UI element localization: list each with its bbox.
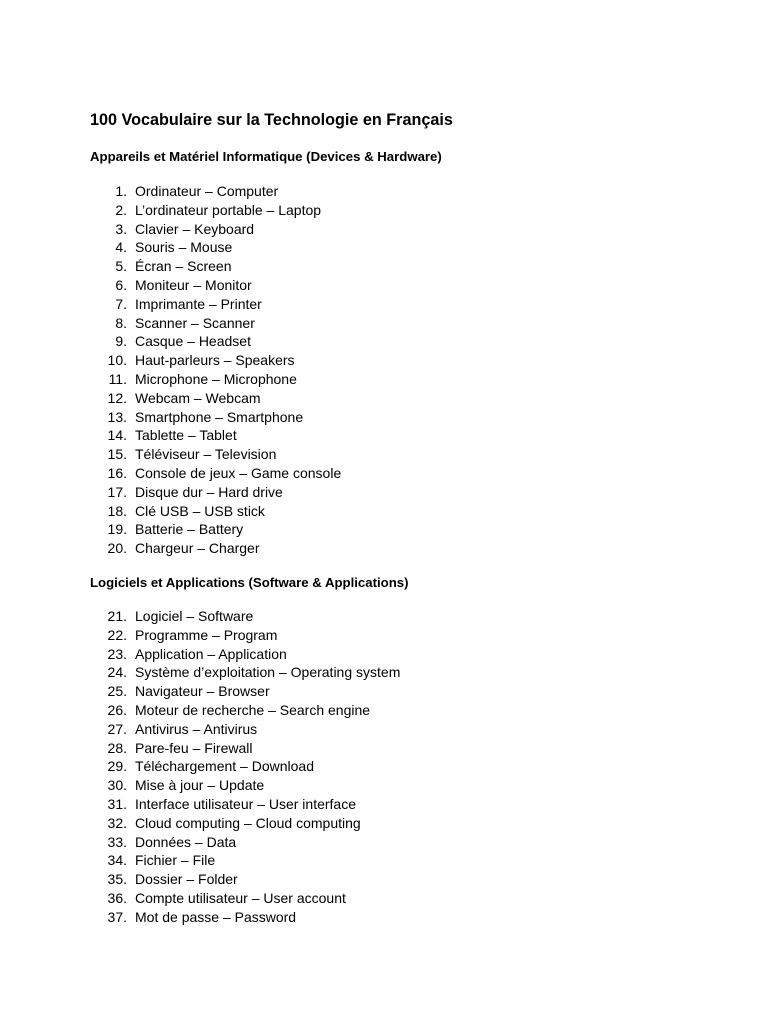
list-item-number: 6. xyxy=(115,276,127,293)
list-item-number: 35. xyxy=(107,871,127,888)
list-item-text: Navigateur – Browser xyxy=(135,683,270,700)
list-item-number: 19. xyxy=(107,521,127,538)
list-item-text: Haut-parleurs – Speakers xyxy=(135,352,295,369)
document-title: 100 Vocabulaire sur la Technologie en Français xyxy=(90,111,453,129)
list-item xyxy=(0,314,768,333)
list-item xyxy=(0,483,768,502)
list-item xyxy=(0,351,768,370)
list-item xyxy=(0,182,768,201)
list-item xyxy=(0,276,768,295)
list-item-text: Microphone – Microphone xyxy=(135,370,297,387)
list-item-number: 11. xyxy=(108,370,127,387)
list-item-number: 4. xyxy=(115,239,127,256)
list-item xyxy=(0,295,768,314)
list-item-text: Écran – Screen xyxy=(135,258,232,275)
section-heading-hardware: Appareils et Matériel Informatique (Devices & Hardware) xyxy=(90,149,442,164)
list-item-number: 5. xyxy=(115,258,127,275)
list-item-text: Téléchargement – Download xyxy=(135,758,314,775)
list-item-text: Interface utilisateur – User interface xyxy=(135,795,356,812)
list-item-text: Application – Application xyxy=(135,645,287,662)
list-item-number: 33. xyxy=(107,833,127,850)
list-item xyxy=(0,795,768,814)
list-item xyxy=(0,870,768,889)
list-item-text: Mot de passe – Password xyxy=(135,908,297,925)
list-item-number: 24. xyxy=(107,664,127,681)
list-item xyxy=(0,389,768,408)
list-item-text: Système d’exploitation – Operating system xyxy=(135,664,401,681)
list-item xyxy=(0,814,768,833)
list-item xyxy=(0,701,768,720)
list-item xyxy=(0,682,768,701)
list-item-text: Console de jeux – Game console xyxy=(135,464,342,481)
list-item-text: Dossier – Folder xyxy=(135,871,238,888)
list-item-number: 22. xyxy=(107,626,127,643)
list-item-number: 27. xyxy=(107,720,127,737)
list-item xyxy=(0,607,768,626)
section-heading-software: Logiciels et Applications (Software & Applications) xyxy=(90,575,409,590)
vocab-list-hardware xyxy=(0,182,768,558)
list-item xyxy=(0,370,768,389)
vocab-list-software xyxy=(0,607,768,927)
list-item xyxy=(0,720,768,739)
list-item-text: Disque dur – Hard drive xyxy=(135,483,283,500)
list-item-number: 18. xyxy=(107,502,127,519)
list-item xyxy=(0,776,768,795)
list-item-number: 31. xyxy=(107,795,127,812)
list-item-number: 23. xyxy=(107,645,127,662)
list-item xyxy=(0,445,768,464)
list-item xyxy=(0,833,768,852)
list-item xyxy=(0,626,768,645)
list-item-text: Données – Data xyxy=(135,833,237,850)
list-item-text: Clé USB – USB stick xyxy=(135,502,265,519)
list-item xyxy=(0,520,768,539)
list-item-number: 7. xyxy=(115,295,127,312)
list-item-text: Imprimante – Printer xyxy=(135,295,262,312)
list-item-text: Webcam – Webcam xyxy=(135,389,261,406)
list-item xyxy=(0,257,768,276)
list-item-text: Ordinateur – Computer xyxy=(135,183,279,199)
list-item-number: 3. xyxy=(115,220,127,237)
list-item xyxy=(0,851,768,870)
list-item-text: Scanner – Scanner xyxy=(135,314,255,331)
list-item xyxy=(0,645,768,664)
list-item-number: 13. xyxy=(107,408,127,425)
list-item-text: Chargeur – Charger xyxy=(135,540,260,557)
list-item-number: 8. xyxy=(115,314,127,331)
list-item-text: Moniteur – Monitor xyxy=(135,276,252,293)
list-item xyxy=(0,539,768,558)
list-item xyxy=(0,464,768,483)
list-item-number: 1. xyxy=(115,183,127,199)
list-item xyxy=(0,408,768,427)
list-item xyxy=(0,426,768,445)
list-item-text: Moteur de recherche – Search engine xyxy=(135,701,371,718)
list-item xyxy=(0,502,768,521)
list-item-text: Fichier – File xyxy=(135,852,216,869)
list-item-number: 21. xyxy=(107,608,127,624)
list-item-text: Compte utilisateur – User account xyxy=(135,889,346,906)
list-item-number: 17. xyxy=(107,483,127,500)
list-item-number: 2. xyxy=(115,201,127,218)
list-item-number: 34. xyxy=(107,852,127,869)
list-item-text: Clavier – Keyboard xyxy=(135,220,255,237)
list-item-number: 28. xyxy=(107,739,127,756)
list-item xyxy=(0,201,768,220)
list-item-text: Cloud computing – Cloud computing xyxy=(135,814,361,831)
list-item-number: 20. xyxy=(107,540,127,557)
list-item-number: 29. xyxy=(107,758,127,775)
list-item-text: Programme – Program xyxy=(135,626,278,643)
list-item-number: 36. xyxy=(107,889,127,906)
list-item xyxy=(0,663,768,682)
list-item xyxy=(0,889,768,908)
list-item-number: 25. xyxy=(107,683,127,700)
list-item-text: Antivirus – Antivirus xyxy=(135,720,258,737)
list-item xyxy=(0,220,768,239)
list-item-text: Tablette – Tablet xyxy=(135,427,237,444)
list-item-text: Casque – Headset xyxy=(135,333,251,350)
list-item xyxy=(0,739,768,758)
list-item-number: 14. xyxy=(107,427,127,444)
list-item-number: 15. xyxy=(107,446,127,463)
list-item-number: 37. xyxy=(107,908,127,925)
list-item xyxy=(0,757,768,776)
list-item-number: 9. xyxy=(115,333,127,350)
list-item-text: L’ordinateur portable – Laptop xyxy=(135,201,322,218)
list-item xyxy=(0,908,768,927)
list-item xyxy=(0,238,768,257)
list-item-number: 26. xyxy=(107,701,127,718)
list-item-number: 12. xyxy=(107,389,127,406)
list-item-text: Logiciel – Software xyxy=(135,608,254,624)
list-item-text: Téléviseur – Television xyxy=(135,446,277,463)
list-item-text: Smartphone – Smartphone xyxy=(135,408,304,425)
list-item-number: 32. xyxy=(107,814,127,831)
list-item-text: Pare-feu – Firewall xyxy=(135,739,253,756)
list-item-text: Batterie – Battery xyxy=(135,521,244,538)
list-item-text: Souris – Mouse xyxy=(135,239,233,256)
list-item-text: Mise à jour – Update xyxy=(135,777,265,794)
list-item xyxy=(0,332,768,351)
list-item-number: 16. xyxy=(107,464,127,481)
list-item-number: 30. xyxy=(107,777,127,794)
list-item-number: 10. xyxy=(107,352,127,369)
